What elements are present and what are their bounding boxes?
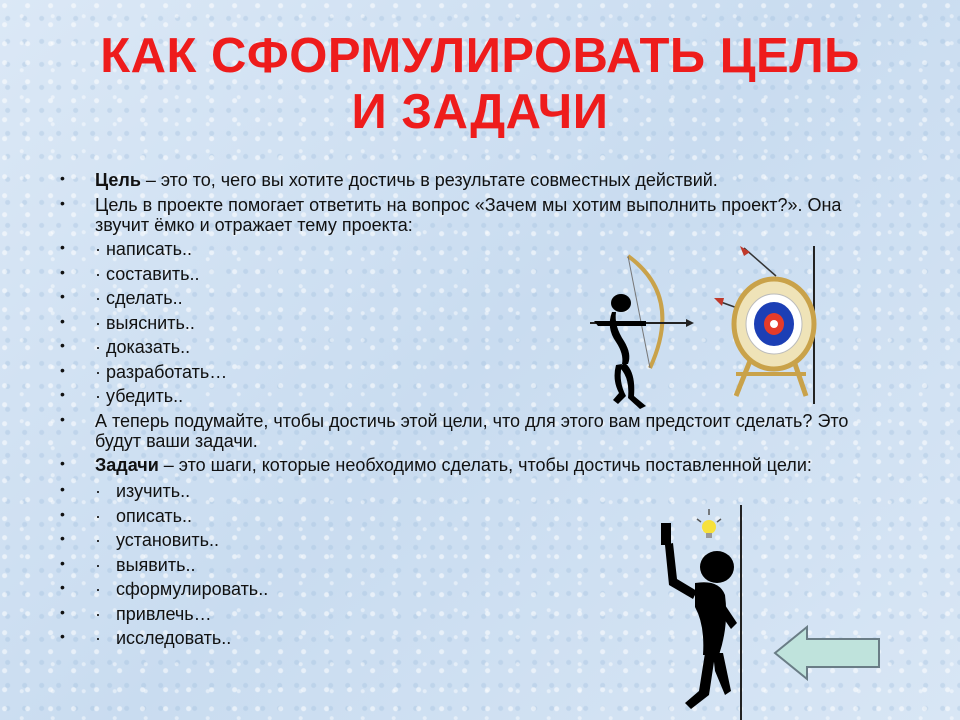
task-verb: сформулировать..	[116, 579, 269, 599]
list-item-task-verb	[60, 579, 890, 599]
bullet: •	[60, 554, 65, 571]
bullet: •	[60, 263, 65, 280]
goal-verb: · доказать..	[95, 337, 191, 357]
bullet: •	[60, 361, 65, 378]
goal-definition-text: – это то, чего вы хотите достичь в результате совместных действий.	[140, 170, 718, 190]
bullet: •	[60, 410, 65, 427]
task-verb: исследовать..	[116, 628, 232, 648]
bullet: •	[60, 312, 65, 329]
task-marker: ·	[95, 628, 101, 648]
slide-title	[0, 28, 960, 140]
bullet: •	[60, 603, 65, 620]
list-item-goal-definition	[60, 170, 890, 190]
list-item-goal-question	[60, 195, 890, 235]
bullet: •	[60, 530, 65, 546]
list-item-task-verb	[60, 481, 890, 501]
bullet: •	[60, 170, 65, 186]
list-item-task-verb	[60, 555, 890, 575]
task-verb: выявить..	[116, 554, 196, 575]
tasks-term: Задачи	[95, 455, 159, 475]
task-marker: ·	[95, 481, 101, 501]
task-verb: привлечь…	[116, 603, 212, 624]
goal-question-text: Цель в проекте помогает ответить на вопрос «Зачем мы хотим выполнить проект?». Она звучит ёмко и отражает тему проекта:	[95, 194, 842, 235]
list-item-tasks-definition	[60, 455, 890, 475]
bullet: •	[60, 505, 65, 522]
goal-verb: · написать..	[95, 239, 192, 259]
list-item-task-verb	[60, 530, 890, 550]
goal-verb: · выяснить..	[95, 312, 195, 333]
goal-verb: · разработать…	[95, 361, 228, 382]
goal-verb: · убедить..	[95, 386, 184, 406]
goal-verb: · сделать..	[95, 288, 183, 308]
list-item-task-verb	[60, 604, 890, 624]
list-item-task-verb	[60, 506, 890, 526]
title-line-1: КАК СФОРМУЛИРОВАТЬ ЦЕЛЬ	[100, 29, 860, 83]
list-item-transition	[60, 411, 890, 451]
task-marker: ·	[95, 530, 101, 550]
goal-verb: · составить..	[95, 263, 200, 284]
bullet: •	[60, 481, 65, 497]
thinking-figure-icon	[655, 495, 750, 720]
bullet: •	[60, 288, 65, 304]
title-line-2: И ЗАДАЧИ	[351, 85, 609, 139]
task-marker: ·	[95, 505, 101, 526]
task-verb: изучить..	[116, 481, 191, 501]
bullet: •	[60, 194, 65, 211]
list-item-task-verb	[60, 628, 890, 648]
transition-text: А теперь подумайте, чтобы достичь этой цели, что для этого вам предстоит сделать? Это будут ваши задачи.	[95, 410, 849, 451]
task-verb: установить..	[116, 530, 220, 550]
bullet: •	[60, 386, 65, 402]
slide-content	[60, 170, 890, 653]
archery-target-icon	[714, 246, 834, 406]
task-marker: ·	[95, 603, 101, 624]
task-marker: ·	[95, 554, 101, 575]
tasks-definition-text: – это шаги, которые необходимо сделать, чтобы достичь поставленной цели:	[158, 455, 812, 475]
bullet: •	[60, 337, 65, 353]
bullet: •	[60, 239, 65, 255]
goal-term: Цель	[95, 170, 141, 190]
task-marker: ·	[95, 579, 101, 599]
archer-figure-icon	[588, 246, 698, 411]
bullet: •	[60, 579, 65, 595]
bullet: •	[60, 628, 65, 644]
bullet: •	[60, 455, 65, 471]
task-verb: описать..	[116, 505, 193, 526]
back-arrow-icon[interactable]	[773, 625, 883, 681]
